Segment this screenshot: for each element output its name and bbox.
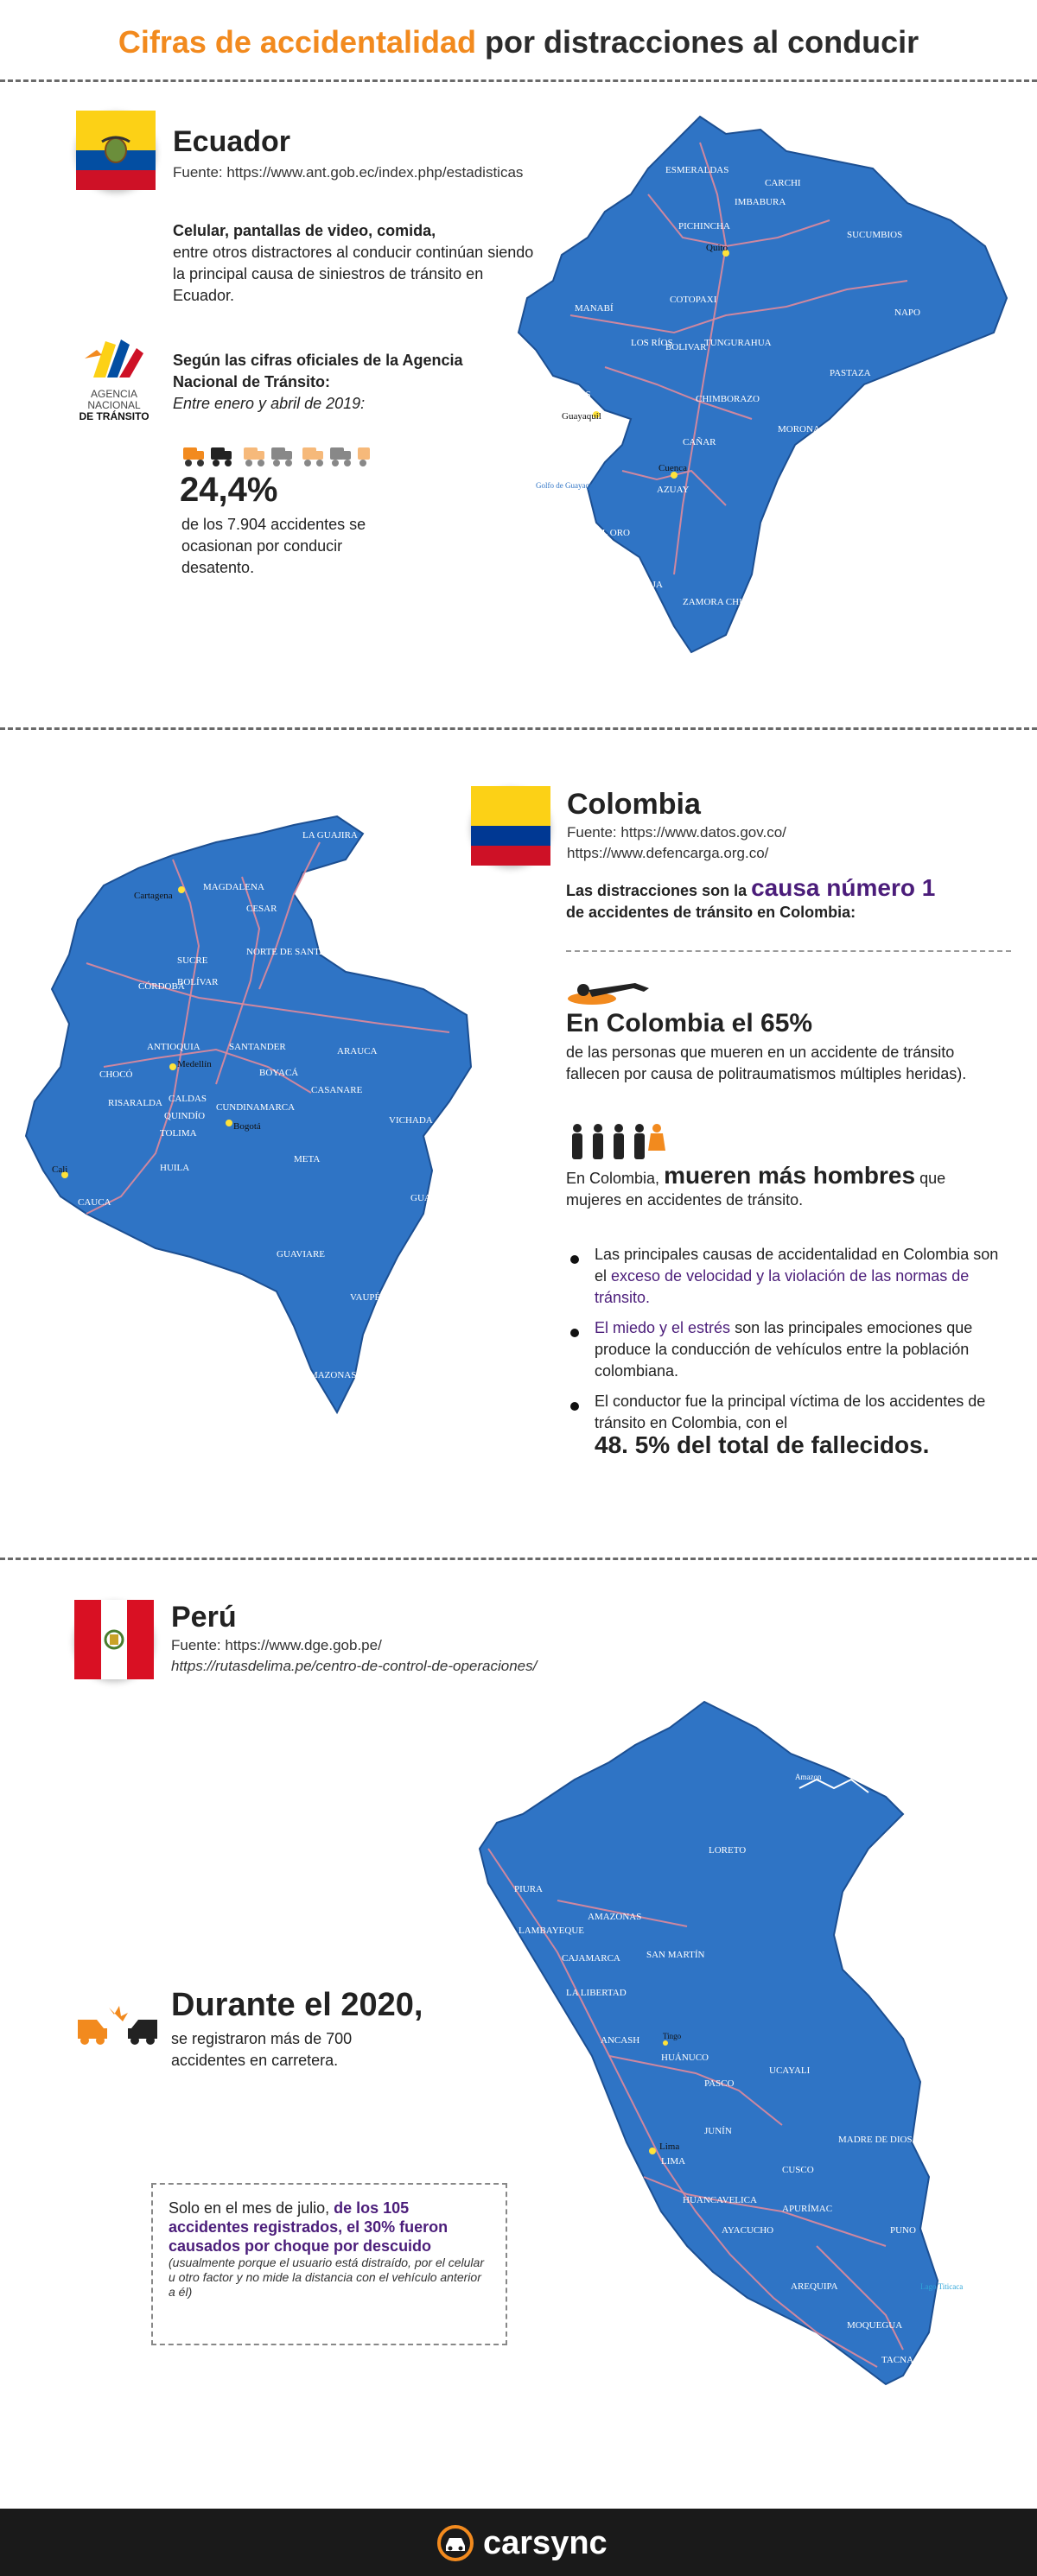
map-label: VAUPÉS: [350, 1292, 386, 1303]
map-label: GUAINÍA: [410, 1193, 452, 1203]
car-crash-icon: [74, 2002, 161, 2047]
map-label: SANTANDER: [229, 1042, 286, 1052]
map-label: SUCUMBIOS: [847, 230, 903, 240]
peru-flag: [74, 1600, 154, 1679]
ecuador-intro-bold: Celular, pantallas de video, comida,: [173, 222, 436, 239]
city-dot: [649, 2148, 656, 2154]
map-label: PUNO: [890, 2225, 916, 2236]
ecuador-intro-rest: entre otros distractores al conducir continúan siendo la principal causa de siniestros de tránsito en Ecuador.: [173, 244, 534, 304]
ecuador-agency-period: Entre enero y abril de 2019:: [173, 395, 366, 412]
ecuador-intro: [173, 220, 536, 307]
map-label: LA GUAJIRA: [302, 830, 358, 841]
map-label: Amazon: [795, 1773, 822, 1781]
peru-box-main: [169, 2198, 490, 2256]
map-label: AMAZONAS: [302, 1370, 357, 1380]
peru-box-note: (usualmente porque el usuario está distraído, por el celular u otro factor y no mide la distancia con el vehículo anterior a él): [169, 2256, 484, 2299]
map-label: Santa Elena: [527, 416, 564, 425]
map-label: CHOCÓ: [99, 1069, 133, 1080]
map-label: Golfo de Guayaquil: [536, 481, 598, 490]
map-label: PIURA: [514, 1884, 544, 1894]
colombia-bullet2-hl: El miedo y el estrés: [595, 1319, 731, 1336]
map-label: Cali: [52, 1164, 68, 1175]
map-label: Medellín: [177, 1059, 212, 1069]
page-title: [0, 24, 1037, 60]
map-label: ANTIOQUIA: [147, 1042, 200, 1052]
map-label: Lima: [659, 2141, 680, 2152]
map-label: LOS RÍOS: [631, 338, 673, 348]
map-label: NAPO: [894, 308, 920, 318]
map-label: CUNDINAMARCA: [216, 1102, 296, 1113]
colombia-title: Colombia: [567, 788, 701, 821]
footer: [0, 2509, 1037, 2576]
injured-person-icon: [566, 976, 652, 1007]
map-label: CAUCA: [78, 1197, 111, 1208]
map-label: MAGDALENA: [203, 882, 264, 892]
peru-map: [471, 1693, 964, 2410]
map-label: AYACUCHO: [722, 2225, 774, 2236]
ecuador-title: Ecuador: [173, 125, 291, 158]
map-label: UCAYALI: [769, 2065, 811, 2076]
map-label: NARIÑO: [48, 1240, 85, 1251]
map-label: HUANCAVELICA: [683, 2195, 757, 2205]
map-label: Guayaquil: [562, 411, 601, 422]
divider: [0, 1558, 1037, 1560]
map-label: Lago Titicaca: [920, 2282, 964, 2291]
peru-source-1[interactable]: Fuente: https://www.dge.gob.pe/: [171, 1637, 382, 1653]
map-label: AZUAY: [657, 485, 690, 495]
map-label: META: [294, 1154, 321, 1164]
map-label: LOJA: [639, 580, 663, 590]
map-label: ANCASH: [601, 2035, 640, 2046]
ecuador-agency-text: [173, 350, 484, 415]
map-label: BOYACÁ: [259, 1068, 299, 1078]
colombia-bullet1-pre: Las principales causas de accidentalidad en Colombia son el: [595, 1246, 999, 1285]
map-label: CHIMBORAZO: [696, 394, 760, 404]
peru-stat-text: se registraron más de 700 accidentes en carretera.: [171, 2030, 353, 2069]
map-label: LA LIBERTAD: [566, 1988, 627, 1998]
map-label: AMAZONAS: [588, 1912, 642, 1922]
colombia-bullet3-text: El conductor fue la principal víctima de los accidentes de tránsito en Colombia, con el: [595, 1393, 986, 1431]
map-label: ZAMORA CHINCHIPE: [683, 597, 777, 607]
map-label: SAN MARTÍN: [646, 1950, 705, 1960]
colombia-stat2-post: que: [915, 1170, 946, 1187]
map-label: JUNÍN: [704, 2126, 732, 2136]
colombia-bullet-2: [595, 1317, 1001, 1382]
map-label: GUAVIARE: [277, 1249, 326, 1259]
map-label: GUAYAS: [553, 390, 591, 400]
map-label: MANABÍ: [575, 303, 614, 314]
map-label: HUILA: [160, 1163, 190, 1173]
map-label: NORTE DE SANTANDER: [246, 947, 352, 957]
peru-stat-title: Durante el 2020,: [171, 1987, 423, 2023]
map-label: LAMBAYEQUE: [518, 1926, 584, 1936]
map-label: TOLIMA: [160, 1128, 197, 1139]
peru-source: [171, 1635, 537, 1677]
truck-icons-row: [181, 442, 380, 474]
map-label: CAJAMARCA: [562, 1953, 620, 1964]
peru-source-2[interactable]: https://rutasdelima.pe/centro-de-control-de-operaciones/: [171, 1658, 538, 1674]
people-icon: [569, 1123, 664, 1161]
map-label: Quito: [706, 243, 728, 253]
colombia-cause-pre: Las distracciones son la: [566, 882, 752, 899]
map-label: CALDAS: [169, 1094, 207, 1104]
map-label: HUÁNUCO: [661, 2053, 709, 2063]
colombia-source-2[interactable]: https://www.defencarga.org.co/: [567, 845, 769, 861]
map-label: RISARALDA: [108, 1098, 162, 1108]
map-label: VICHADA: [389, 1115, 433, 1126]
map-label: LORETO: [709, 1845, 747, 1856]
ecuador-stat-value: 24,4%: [180, 471, 278, 509]
peru-box-pre: Solo en el mes de julio,: [169, 2199, 334, 2217]
colombia-cause-post: de accidentes de tránsito en Colombia:: [566, 904, 856, 921]
colombia-stat2-pre: En Colombia,: [566, 1170, 665, 1187]
ant-logo: [67, 333, 161, 428]
divider: [0, 79, 1037, 82]
title-rest: por distracciones al conducir: [476, 24, 919, 60]
map-label: CAÑAR: [683, 437, 716, 447]
city-dot: [178, 886, 185, 893]
colombia-cause-hl: causa número 1: [751, 874, 936, 901]
city-dot: [663, 2040, 668, 2046]
map-label: TACNA: [881, 2355, 914, 2365]
map-label: IMBABURA: [735, 197, 786, 207]
ecuador-stat-text: de los 7.904 accidentes se ocasionan por conducir desatento.: [181, 516, 366, 576]
colombia-bullet3-big: 48. 5% del total de fallecidos.: [595, 1431, 930, 1458]
car-logo-icon: [436, 2524, 474, 2562]
colombia-bullet2-post: son las principales emociones que produce la conducción de vehículos entre la población colombiana.: [595, 1319, 973, 1380]
ant-logo-line1: AGENCIA: [90, 388, 137, 400]
colombia-stat1-title: En Colombia el 65%: [566, 1009, 813, 1037]
map-label: Cuenca: [658, 463, 687, 473]
colombia-bullet1-hl: exceso de velocidad y la violación de las normas de tránsito.: [595, 1267, 970, 1306]
peru-shape: [480, 1702, 938, 2384]
peru-box-hl: de los 105 accidentes registrados, el 30% fueron causados por choque por descuido: [169, 2199, 449, 2255]
bullet-dot: [570, 1402, 579, 1411]
divider: [566, 950, 1011, 952]
colombia-source-1[interactable]: Fuente: https://www.datos.gov.co/: [567, 824, 786, 841]
map-label: Cartagena: [134, 891, 173, 901]
city-dot: [169, 1063, 176, 1070]
colombia-bullet-1: [595, 1244, 1001, 1309]
ecuador-flag: [76, 111, 156, 190]
ecuador-source[interactable]: Fuente: https://www.ant.gob.ec/index.php/estadisticas: [173, 164, 524, 181]
map-label: EL ORO: [596, 528, 631, 538]
map-label: CESAR: [246, 904, 277, 914]
bullet-dot: [570, 1255, 579, 1264]
peru-title: Perú: [171, 1601, 237, 1634]
colombia-stat2: [566, 1164, 1015, 1211]
ant-logo-line3: DE TRÁNSITO: [79, 410, 150, 422]
colombia-stat2-line2: mujeres en accidentes de tránsito.: [566, 1191, 804, 1209]
map-label: CUSCO: [782, 2165, 814, 2175]
truck-icon: [183, 447, 204, 466]
colombia-source: [567, 822, 786, 864]
map-label: PASCO: [704, 2078, 735, 2089]
map-label: CAQUETÁ: [225, 1288, 270, 1298]
map-label: CARCHI: [765, 178, 801, 188]
map-label: TUNGURAHUA: [704, 338, 772, 348]
ant-logo-line2: NACIONAL: [87, 399, 141, 411]
map-label: APURÍMAC: [782, 2204, 833, 2214]
map-label: ESMERALDAS: [665, 165, 729, 175]
map-label: Bogotá: [233, 1121, 261, 1132]
colombia-bullet-3: [595, 1391, 1001, 1459]
map-label: BOLIVAR: [665, 342, 707, 352]
map-label: MADRE DE DIOS: [838, 2135, 913, 2145]
map-label: CASANARE: [311, 1085, 363, 1095]
map-label: ARAUCA: [337, 1046, 378, 1056]
map-label: LIMA: [661, 2156, 686, 2167]
map-label: SUCRE: [177, 955, 208, 966]
ecuador-map: [501, 108, 1020, 661]
map-label: PICHINCHA: [678, 221, 730, 232]
map-label: QUINDÍO: [164, 1111, 206, 1121]
map-label: AREQUIPA: [791, 2281, 838, 2292]
map-label: MOQUEGUA: [847, 2320, 903, 2331]
map-label: PASTAZA: [830, 368, 871, 378]
map-label: COTOPAXI: [670, 295, 717, 305]
title-highlight: Cifras de accidentalidad: [118, 24, 476, 60]
colombia-stat2-bold: mueren más hombres: [664, 1162, 916, 1189]
colombia-map: [17, 808, 484, 1482]
map-label: Tingo: [663, 2032, 682, 2040]
bullet-dot: [570, 1329, 579, 1337]
map-label: MORONA-SANTIAGO: [778, 424, 872, 435]
city-dot: [226, 1120, 232, 1126]
colombia-stat1-text: de las personas que mueren en un accidente de tránsito fallecen por causa de politraumatismos múltiples heridas).: [566, 1044, 967, 1082]
peru-info-box: [151, 2183, 507, 2345]
colombia-cause: [566, 874, 1015, 923]
ecuador-agency-bold: Según las cifras oficiales de la Agencia Nacional de Tránsito:: [173, 352, 463, 390]
map-label: CÓRDOBA: [138, 981, 185, 992]
brand-name: carsync: [483, 2524, 608, 2561]
carsync-logo[interactable]: [436, 2524, 608, 2562]
divider: [0, 727, 1037, 730]
map-label: BOLÍVAR: [177, 977, 219, 987]
map-label: PUTUMAYO: [147, 1292, 200, 1303]
